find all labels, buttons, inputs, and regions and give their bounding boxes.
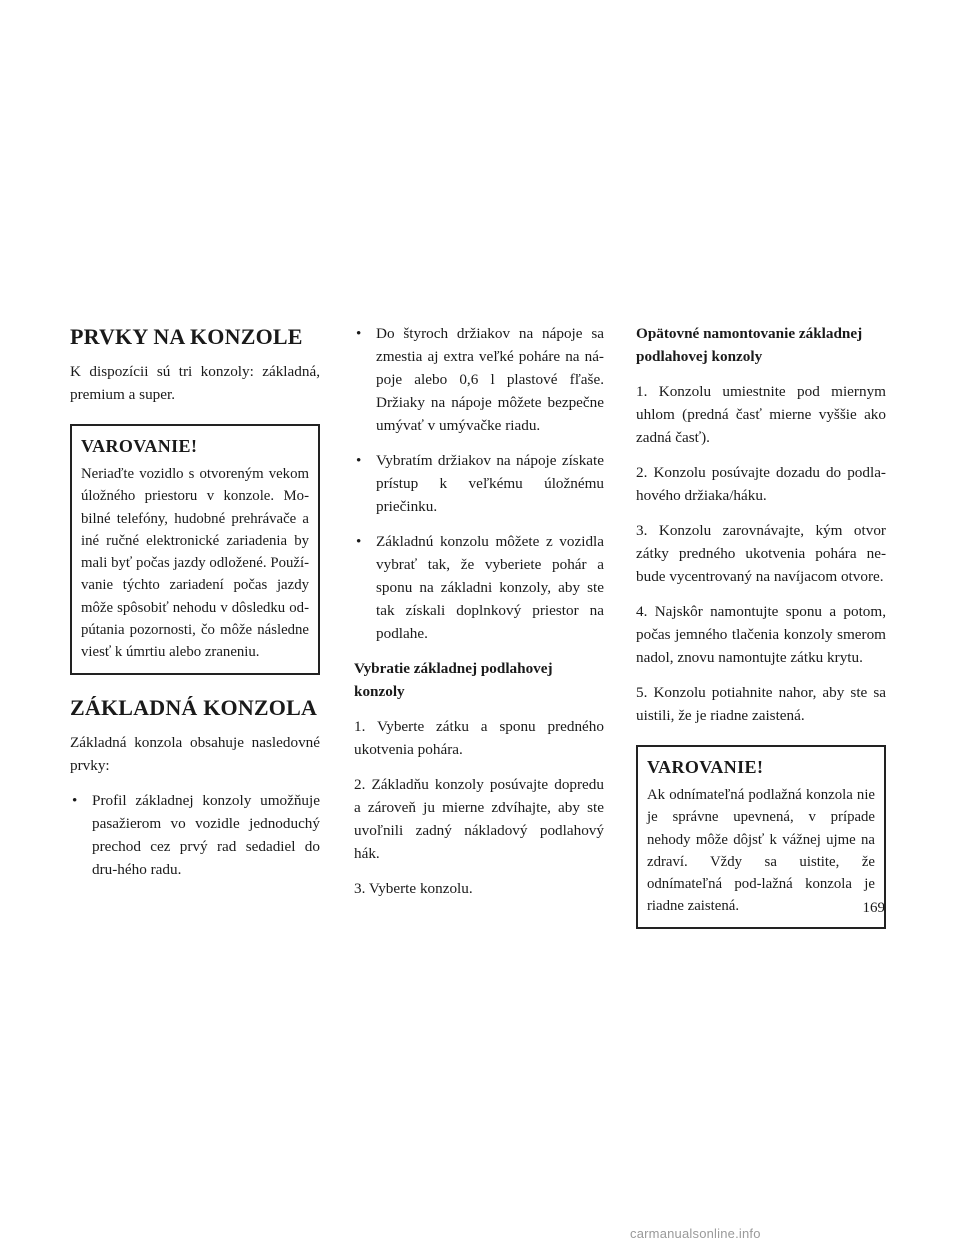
feature-list-part-1 xyxy=(70,789,320,881)
warning-text: Neriaďte vozidlo s otvoreným vekom úložného priestoru v konzole. Mo-bilné telefóny, hudobné prehrávače a iné ručné elektronické zariadenia by mali byť počas jazdy odložené. Použí-vanie týchto zariadení počas jazdy môže spôsobiť nehodu v dôsledku od-pútania pozornosti, čo môže následne viesť k úmrtiu alebo zraneniu. xyxy=(81,466,309,661)
removal-step: 3. Vyberte konzolu. xyxy=(354,880,473,897)
feature-list-part-2 xyxy=(354,322,604,645)
list-item: • Vybratím držiakov na nápoje získate prístup k veľkému úložnému priečinku. xyxy=(354,449,604,518)
reinstall-step: 2. Konzolu posúvajte dozadu do podla-hového držiaka/háku. xyxy=(636,464,886,504)
column-3 xyxy=(636,322,886,947)
section-heading-console-features: PRVKY NA KONZOLE xyxy=(70,324,303,349)
column-2 xyxy=(354,322,604,912)
warning-box-2 xyxy=(636,745,886,929)
reinstall-step: 3. Konzolu zarovnávajte, kým otvor zátky predného ukotvenia pohára ne-bude vycentrovaný na navíjacom otvore. xyxy=(636,522,886,585)
list-item: • Do štyroch držiakov na nápoje sa zmestia aj extra veľké poháre na ná-poje alebo 0,6 l plastové fľaše. Držiaky na nápoje môžete bezpečne umývať v umývačke riadu. xyxy=(354,322,604,437)
list-item: • Profil základnej konzoly umožňuje pasažierom vo vozidle jednoduchý prechod cez prvý rad sedadiel do dru-hého radu. xyxy=(70,789,320,881)
removal-step: 1. Vyberte zátku a sponu predného ukotvenia pohára. xyxy=(354,718,604,758)
section-heading-basic-console: ZÁKLADNÁ KONZOLA xyxy=(70,694,318,720)
watermark: carmanualsonline.info xyxy=(630,1226,761,1241)
reinstall-step: 1. Konzolu umiestnite pod miernym uhlom (predná časť mierne vyššie ako zadná časť). xyxy=(636,383,886,446)
column-1 xyxy=(70,322,320,893)
reinstall-step: 5. Konzolu potiahnite nahor, aby ste sa uistili, že je riadne zaistená. xyxy=(636,684,886,724)
warning-text: Ak odnímateľná podlažná konzola nie je správne upevnená, v prípade nehody môže dôjsť k vážnej ujme na zdraví. Vždy sa uistite, že odnímateľná pod-lažná konzola je riadne zaistená. xyxy=(647,787,875,915)
intro-paragraph: K dispozícii sú tri konzoly: základná, premium a super. xyxy=(70,363,320,403)
page-number: 169 xyxy=(862,900,885,916)
warning-box-1 xyxy=(70,424,320,675)
basic-console-intro: Základná konzola obsahuje nasledovné prvky: xyxy=(70,733,320,774)
warning-title: VAROVANIE! xyxy=(81,436,198,456)
removal-subheading: Vybratie základnej podlahovej konzoly xyxy=(354,660,553,700)
reinstall-subheading: Opätovné namontovanie základnej podlahovej konzoly xyxy=(636,325,863,365)
list-item: • Základnú konzolu môžete z vozidla vybrať tak, že vyberiete pohár a sponu na základni konzoly, aby ste tak získali doplnkový priestor na podlahe. xyxy=(354,530,604,645)
reinstall-step: 4. Najskôr namontujte sponu a potom, počas jemného tlačenia konzoly smerom nadol, znovu namontujte zátku krytu. xyxy=(636,603,886,666)
warning-title: VAROVANIE! xyxy=(647,757,764,777)
removal-step: 2. Základňu konzoly posúvajte dopredu a zároveň ju mierne zdvíhajte, aby ste uvoľnili zadný nákladový podlahový hák. xyxy=(354,776,604,862)
